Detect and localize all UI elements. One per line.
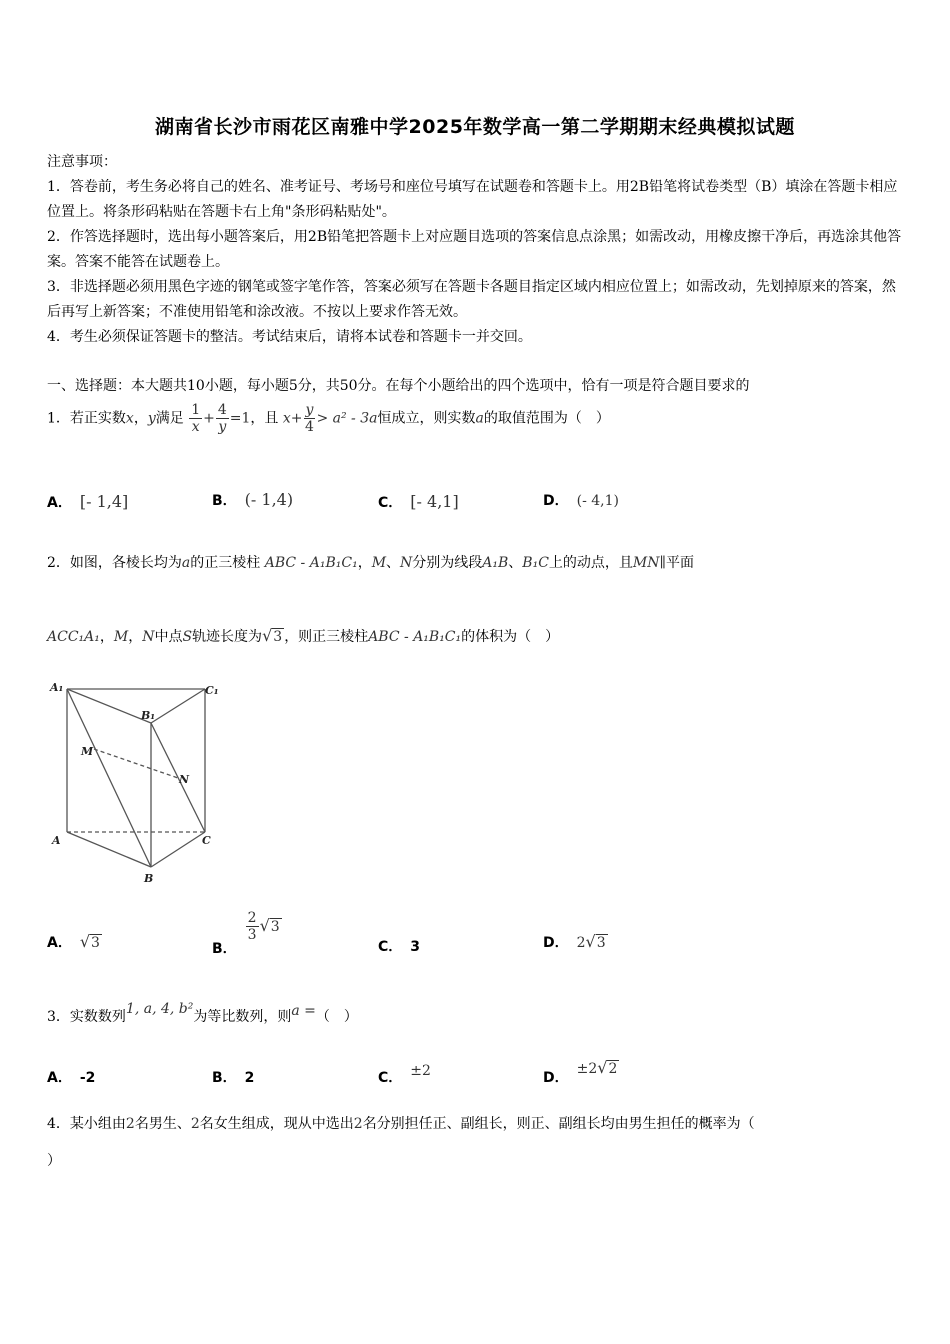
question-1 [47,402,610,435]
sqrt-expr: √3 [79,932,100,951]
q-text: 某小组由 [69,1116,126,1132]
option-d[interactable] [543,932,608,952]
label-a: A [52,834,61,847]
radicand: 3 [91,935,100,951]
fraction [304,402,316,435]
math-var: x [282,410,291,427]
q-text: 、 [508,555,523,571]
math-var: y [147,410,156,427]
option-a[interactable] [47,932,102,952]
math-var: N [400,555,413,571]
sqrt-expr: √3 [585,932,606,951]
label-c1: C₁ [205,684,219,697]
math-expr: 1, a, 4, b² [125,1001,194,1017]
q-text: ， [357,555,372,571]
option-value: (- 4,1) [576,493,619,509]
math-op: + [203,410,215,427]
option-a[interactable] [47,1067,95,1087]
math-expr: A₁B [482,555,509,571]
math-var: S [182,629,193,645]
q-text: 恒成立，则实数 [377,410,476,427]
math-num: 2 [353,1116,363,1132]
edge-b1c1 [151,689,205,723]
question-4-line-1 [47,1113,755,1133]
option-value: -2 [79,1070,96,1086]
option-label: B． [212,1070,237,1086]
q-text: 分别为线段 [412,555,483,571]
option-label: D． [543,493,569,509]
notes-heading: 注意事项： [47,154,117,170]
q-text: 如图，各棱长均为 [69,555,182,571]
question-number: 1． [47,410,70,427]
math-var: x [125,410,134,427]
option-value: 2 [244,1070,255,1086]
edge-ab [67,832,151,867]
question-number: 3． [47,1009,70,1025]
option-value: [- 1,4] [79,492,129,511]
radicand: 3 [270,918,280,935]
question-number: 4． [47,1116,70,1132]
option-b[interactable] [212,1067,254,1087]
option-a[interactable] [47,492,128,512]
option-value: ±2 [410,1063,431,1079]
math-num: 2 [190,1116,200,1132]
note-item: 2．作答选择题时，选出每小题答案后，用2B铅笔把答题卡上对应题目选项的答案信息点涂黑；如需改动，用橡皮擦干净后，再选涂其他答案。答案不能答在试题卷上。 [47,229,902,270]
q-text: 平面 [665,555,694,571]
numerator: 4 [217,402,227,418]
edge-a1b1 [67,689,151,723]
fraction [246,910,259,943]
edge-a1b [67,689,151,867]
option-value: [- 4,1] [410,492,459,511]
math-expr: ABC - A₁B₁C₁ [264,555,358,571]
math-var: M [113,629,129,645]
question-4-line-2 [47,1150,61,1170]
numerator: 1 [191,402,201,418]
fraction [189,402,202,435]
option-b[interactable] [212,910,282,957]
option-c[interactable] [378,1060,431,1086]
label-c: C [202,834,211,847]
option-label: C． [378,495,403,511]
math-var: N [142,629,155,645]
coefficient: 2 [576,935,586,951]
radicand: 2 [608,1061,618,1077]
denominator: 3 [247,927,257,943]
option-prefix: ±2 [576,1061,598,1077]
option-c[interactable] [378,492,459,512]
option-d[interactable] [543,490,619,510]
q-text: 上的动点，且 [548,555,633,571]
q-text: 实数数列 [69,1009,126,1025]
math-num: 2 [125,1116,135,1132]
option-label: B． [212,493,237,509]
q-text: 的取值范围为（ ） [483,410,610,427]
question-number: 2． [47,555,70,571]
q-text: 中点 [154,629,183,645]
q-text: ， [133,410,148,427]
question-3 [47,1001,358,1026]
fraction [216,402,229,435]
math-op: =1 [229,410,251,427]
q-text: 、 [386,555,401,571]
edge-b1c [151,723,205,832]
q-text: ， [128,629,143,645]
page-title: 湖南省长沙市雨花区南雅中学2025年数学高一第二学期期末经典模拟试题 [155,116,795,138]
radicand: 3 [596,935,606,951]
sqrt-expr: √3 [262,626,283,645]
math-expr: B₁C [522,555,549,571]
option-c[interactable] [378,936,420,956]
sqrt-expr: √3 [259,915,280,935]
math-expr: MN∥ [632,555,666,571]
q-text: 的正三棱柱 [190,555,261,571]
q-text: 轨迹长度为 [192,629,263,645]
label-n: N [179,773,190,786]
option-label: D． [543,1070,569,1086]
note-item: 1．答卷前，考生务必将自己的姓名、准考证号、考场号和座位号填写在试题卷和答题卡上。用2B铅笔将试卷类型（B）填涂在答题卡相应位置上。将条形码粘贴在答题卡右上角"条形码粘贴处"。 [47,179,898,220]
math-expr: a = [291,1003,316,1019]
prism-figure [45,675,225,894]
option-value: (- 1,4) [244,490,294,509]
q-text: ， [99,629,114,645]
label-b1: B₁ [141,709,156,722]
option-value: 3 [410,939,421,955]
sqrt-expr: √2 [597,1058,618,1077]
q-text: 若正实数 [69,410,126,427]
q-text: 名男生、 [134,1116,191,1132]
option-label: C． [378,1070,403,1086]
option-label: B． [212,940,237,957]
notes-block [47,150,907,350]
math-expr: > a² - 3a [316,410,378,427]
math-var: M [371,555,387,571]
q-text: ） [47,1153,61,1169]
option-label: C． [378,939,403,955]
math-var: a [181,555,191,571]
q-text: 名分别担任正、副组长，则正、副组长均由男生担任的概率为（ [362,1116,755,1132]
denominator: x [191,419,200,435]
question-2-line-1 [47,552,694,572]
option-label: A． [47,935,72,951]
section-heading: 一、选择题：本大题共10小题，每小题5分，共50分。在每个小题给出的四个选项中，恰有一项是符合题目要求的 [47,378,750,394]
label-b: B [144,872,154,885]
label-m: M [81,745,94,758]
math-var: a [475,410,484,427]
q-text: （ ） [315,1009,358,1025]
prism-diagram [45,675,225,890]
q-text: 为等比数列，则 [193,1009,292,1025]
note-item: 3．非选择题必须用黑色字迹的钢笔或签字笔作答，答案必须写在答题卡各题目指定区域内相应位置上；如需改动，先划掉原来的答案，然后再写上新答案；不准使用铅笔和涂改液。不按以上要求作答无效。 [47,279,896,320]
note-item: 4．考生必须保证答题卡的整洁。考试结束后，请将本试卷和答题卡一并交回。 [47,329,532,345]
q-text: 满足 [155,410,184,427]
q-text: 的体积为（ ） [461,629,560,645]
q-text: ，则正三棱柱 [284,629,369,645]
math-expr: ACC₁A₁ [47,629,100,645]
option-label: A． [47,1070,72,1086]
radicand: 3 [273,629,283,645]
option-d[interactable] [543,1058,619,1086]
q-text: ，且 [250,410,279,427]
option-label: A． [47,495,72,511]
math-expr: ABC - A₁B₁C₁ [368,629,462,645]
q-text: 名女生组成，现从中选出 [199,1116,354,1132]
option-label: D． [543,935,569,951]
edge-bc [151,832,205,867]
numerator: y [305,402,314,418]
label-a1: A₁ [50,681,64,694]
math-op: + [290,410,303,427]
denominator: 4 [305,419,314,435]
numerator: 2 [247,910,257,926]
option-b[interactable] [212,490,293,510]
denominator: y [218,419,227,435]
question-2-line-2 [47,626,559,646]
